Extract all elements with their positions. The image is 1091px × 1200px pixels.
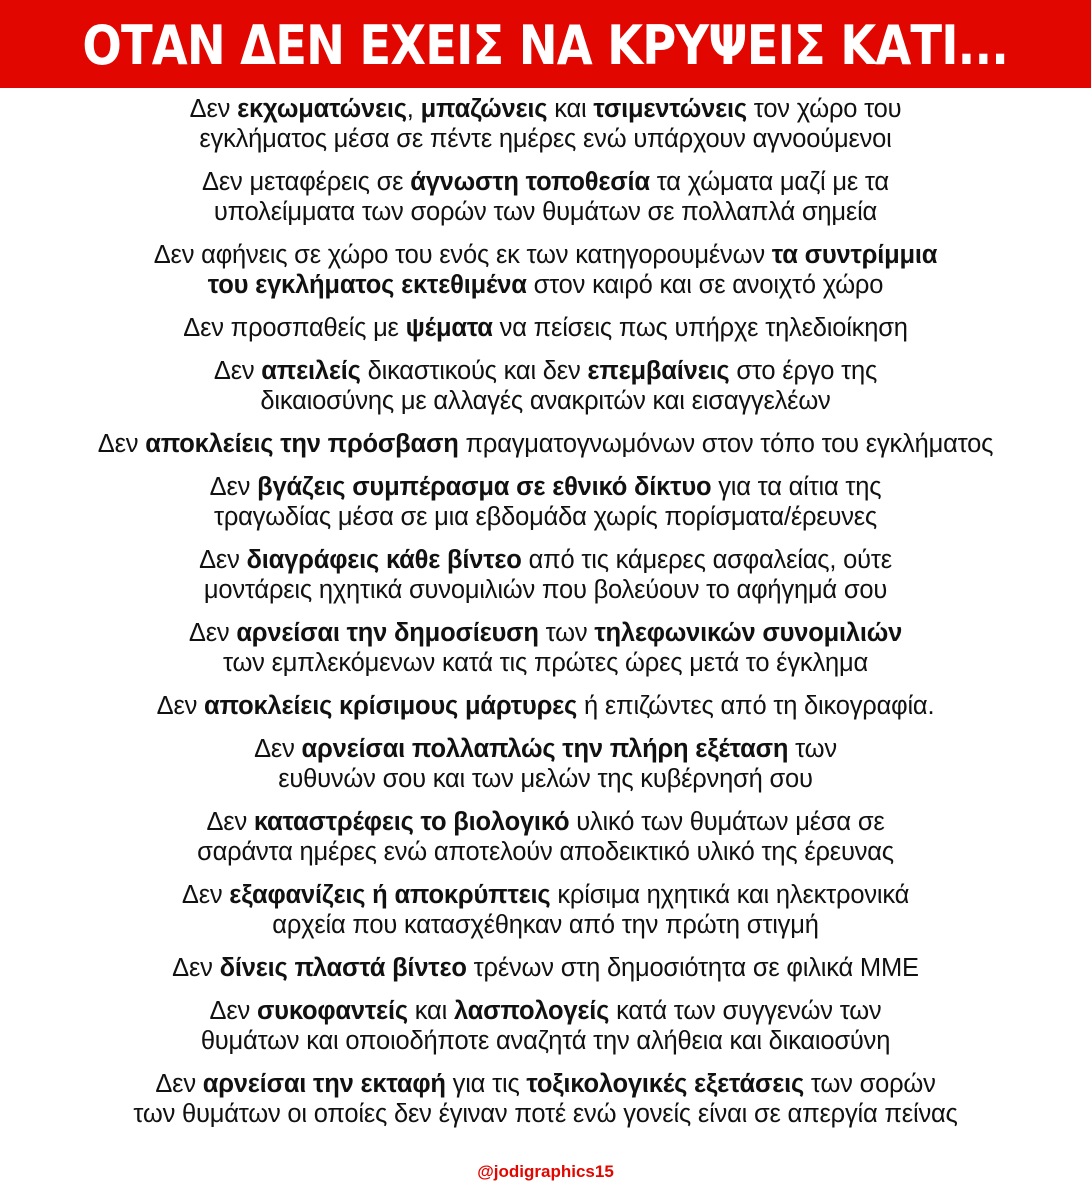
- statement-text: αρχεία που κατασχέθηκαν από την πρώτη στιγμή: [272, 911, 819, 939]
- statement-line: [20, 313, 1071, 343]
- statement-text: Δεν: [209, 997, 257, 1025]
- emphasis-text: λασπολογείς: [453, 997, 610, 1025]
- emphasis-text: τα συντρίμμια: [771, 241, 938, 269]
- emphasis-text: επεμβαίνεις: [587, 357, 730, 385]
- statement-text: Δεν: [254, 735, 302, 763]
- emphasis-text: ψέματα: [405, 314, 493, 342]
- statement-item: [0, 240, 1091, 300]
- statement-text: των: [538, 619, 595, 647]
- banner-title: ΟΤΑΝ ΔΕΝ ΕΧΕΙΣ ΝΑ ΚΡΥΨΕΙΣ ΚΑΤΙ...: [82, 14, 1009, 77]
- statement-text: τα χώματα μαζί με τα: [649, 168, 889, 196]
- statement-line: [20, 764, 1071, 794]
- statement-line: [20, 502, 1071, 532]
- emphasis-text: καταστρέφεις το βιολογικό: [253, 808, 570, 836]
- statement-line: [20, 94, 1071, 124]
- emphasis-text: δίνεις πλαστά βίντεο: [219, 954, 467, 982]
- emphasis-text: εκχωματώνεις: [237, 95, 407, 123]
- statement-line: [20, 167, 1071, 197]
- statement-text: Δεν μεταφέρεις σε: [202, 168, 411, 196]
- statement-item: [0, 356, 1091, 416]
- statement-line: [20, 197, 1071, 227]
- statement-text: κρίσιμα ηχητικά και ηλεκτρονικά: [550, 881, 910, 909]
- statement-line: [20, 386, 1071, 416]
- statement-text: δικαιοσύνης με αλλαγές ανακριτών και εισαγγελέων: [260, 387, 831, 415]
- statement-text: Δεν: [181, 881, 230, 909]
- emphasis-text: αρνείσαι την εκταφή: [202, 1070, 446, 1098]
- statement-line: [20, 648, 1071, 678]
- statement-text: Δεν: [155, 1070, 203, 1098]
- emphasis-text: άγνωστη τοποθεσία: [410, 168, 650, 196]
- statement-line: [20, 807, 1071, 837]
- statement-text: και: [407, 997, 454, 1025]
- credit: [0, 1162, 1091, 1182]
- emphasis-text: μπαζώνεις: [420, 95, 548, 123]
- statement-text: των θυμάτων οι οποίες δεν έγιναν ποτέ ενώ γονείς είναι σε απεργία πείνας: [133, 1100, 958, 1128]
- statement-text: θυμάτων και οποιοδήποτε αναζητά την αλήθεια και δικαιοσύνη: [200, 1027, 891, 1055]
- statement-item: [0, 167, 1091, 227]
- emphasis-text: αποκλείεις κρίσιμους μάρτυρες: [204, 692, 578, 720]
- statement-text: ή επιζώντες από τη δικογραφία.: [577, 692, 935, 720]
- statement-line: [20, 575, 1071, 605]
- statement-text: εγκλήματος μέσα σε πέντε ημέρες ενώ υπάρχουν αγνοούμενοι: [199, 125, 892, 153]
- statement-text: υλικό των θυμάτων μέσα σε: [569, 808, 885, 836]
- statement-text: Δεν: [188, 619, 237, 647]
- emphasis-text: βγάζεις συμπέρασμα σε εθνικό δίκτυο: [257, 473, 712, 501]
- statement-text: Δεν προσπαθείς με: [183, 314, 406, 342]
- emphasis-text: τοξικολογικές εξετάσεις: [526, 1070, 805, 1098]
- statement-line: [20, 472, 1071, 502]
- statement-line: [20, 734, 1071, 764]
- statement-item: [0, 807, 1091, 867]
- emphasis-text: διαγράφεις κάθε βίντεο: [246, 546, 522, 574]
- statement-text: Δεν: [199, 546, 247, 574]
- statement-text: Δεν αφήνεις σε χώρο του ενός εκ των κατηγορουμένων: [153, 241, 772, 269]
- statement-text: των: [788, 735, 837, 763]
- statement-text: των σορών: [804, 1070, 936, 1098]
- statement-text: Δεν: [97, 430, 146, 458]
- statement-text: Δεν: [172, 954, 220, 982]
- statement-text: από τις κάμερες ασφαλείας, ούτε: [521, 546, 892, 574]
- statement-item: [0, 472, 1091, 532]
- statement-line: [20, 1099, 1071, 1129]
- statement-text: στο έργο της: [729, 357, 878, 385]
- statement-line: [20, 691, 1071, 721]
- statement-line: [20, 429, 1071, 459]
- statement-text: Δεν: [213, 357, 262, 385]
- statement-text: τον χώρο του: [746, 95, 902, 123]
- statement-text: τραγωδίας μέσα σε μια εβδομάδα χωρίς πορίσματα/έρευνες: [213, 503, 878, 531]
- statement-line: [20, 356, 1071, 386]
- statement-text: ,: [406, 95, 421, 123]
- statement-text: δικαστικούς και δεν: [360, 357, 588, 385]
- emphasis-text: του εγκλήματος εκτεθιμένα: [207, 271, 527, 299]
- statement-list: [0, 94, 1091, 1142]
- emphasis-text: αποκλείεις την πρόσβαση: [145, 430, 459, 458]
- statement-line: [20, 270, 1071, 300]
- statement-line: [20, 837, 1071, 867]
- statement-text: για τα αίτια της: [711, 473, 882, 501]
- emphasis-text: αρνείσαι πολλαπλώς την πλήρη εξέταση: [301, 735, 789, 763]
- statement-item: [0, 618, 1091, 678]
- statement-item: [0, 880, 1091, 940]
- title-banner: [0, 0, 1091, 88]
- statement-text: πραγματογνωμόνων στον τόπο του εγκλήματος: [458, 430, 994, 458]
- emphasis-text: απειλείς: [261, 357, 361, 385]
- statement-item: [0, 429, 1091, 459]
- statement-item: [0, 94, 1091, 154]
- statement-item: [0, 691, 1091, 721]
- statement-line: [20, 240, 1071, 270]
- statement-text: και: [547, 95, 594, 123]
- statement-item: [0, 313, 1091, 343]
- statement-item: [0, 1069, 1091, 1129]
- statement-text: ευθυνών σου και των μελών της κυβέρνησή σου: [278, 765, 813, 793]
- statement-line: [20, 910, 1071, 940]
- credit-handle: @jodigraphics15: [477, 1162, 614, 1181]
- statement-text: Δεν: [209, 473, 258, 501]
- statement-text: τρένων στη δημοσιότητα σε φιλικά ΜΜΕ: [466, 954, 919, 982]
- statement-line: [20, 953, 1071, 983]
- statement-text: σαράντα ημέρες ενώ αποτελούν αποδεικτικό υλικό της έρευνας: [197, 838, 894, 866]
- statement-line: [20, 124, 1071, 154]
- emphasis-text: τσιμεντώνεις: [593, 95, 747, 123]
- statement-text: των εμπλεκόμενων κατά τις πρώτες ώρες μετά το έγκλημα: [222, 649, 869, 677]
- statement-line: [20, 618, 1071, 648]
- emphasis-text: συκοφαντείς: [256, 997, 408, 1025]
- statement-line: [20, 1069, 1071, 1099]
- statement-text: στον καιρό και σε ανοιχτό χώρο: [526, 271, 884, 299]
- statement-text: κατά των συγγενών των: [609, 997, 882, 1025]
- statement-item: [0, 545, 1091, 605]
- statement-line: [20, 996, 1071, 1026]
- statement-text: Δεν: [206, 808, 254, 836]
- statement-text: Δεν: [189, 95, 238, 123]
- statement-text: μοντάρεις ηχητικά συνομιλιών που βολεύουν το αφήγημά σου: [203, 576, 888, 604]
- statement-item: [0, 953, 1091, 983]
- statement-text: Δεν: [156, 692, 205, 720]
- statement-item: [0, 996, 1091, 1056]
- statement-line: [20, 1026, 1071, 1056]
- statement-line: [20, 545, 1071, 575]
- emphasis-text: αρνείσαι την δημοσίευση: [236, 619, 539, 647]
- statement-text: για τις: [445, 1070, 527, 1098]
- emphasis-text: τηλεφωνικών συνομιλιών: [594, 619, 903, 647]
- statement-item: [0, 734, 1091, 794]
- statement-text: να πείσεις πως υπήρχε τηλεδιοίκηση: [492, 314, 908, 342]
- emphasis-text: εξαφανίζεις ή αποκρύπτεις: [229, 881, 551, 909]
- statement-line: [20, 880, 1071, 910]
- statement-text: υπολείμματα των σορών των θυμάτων σε πολλαπλά σημεία: [213, 198, 878, 226]
